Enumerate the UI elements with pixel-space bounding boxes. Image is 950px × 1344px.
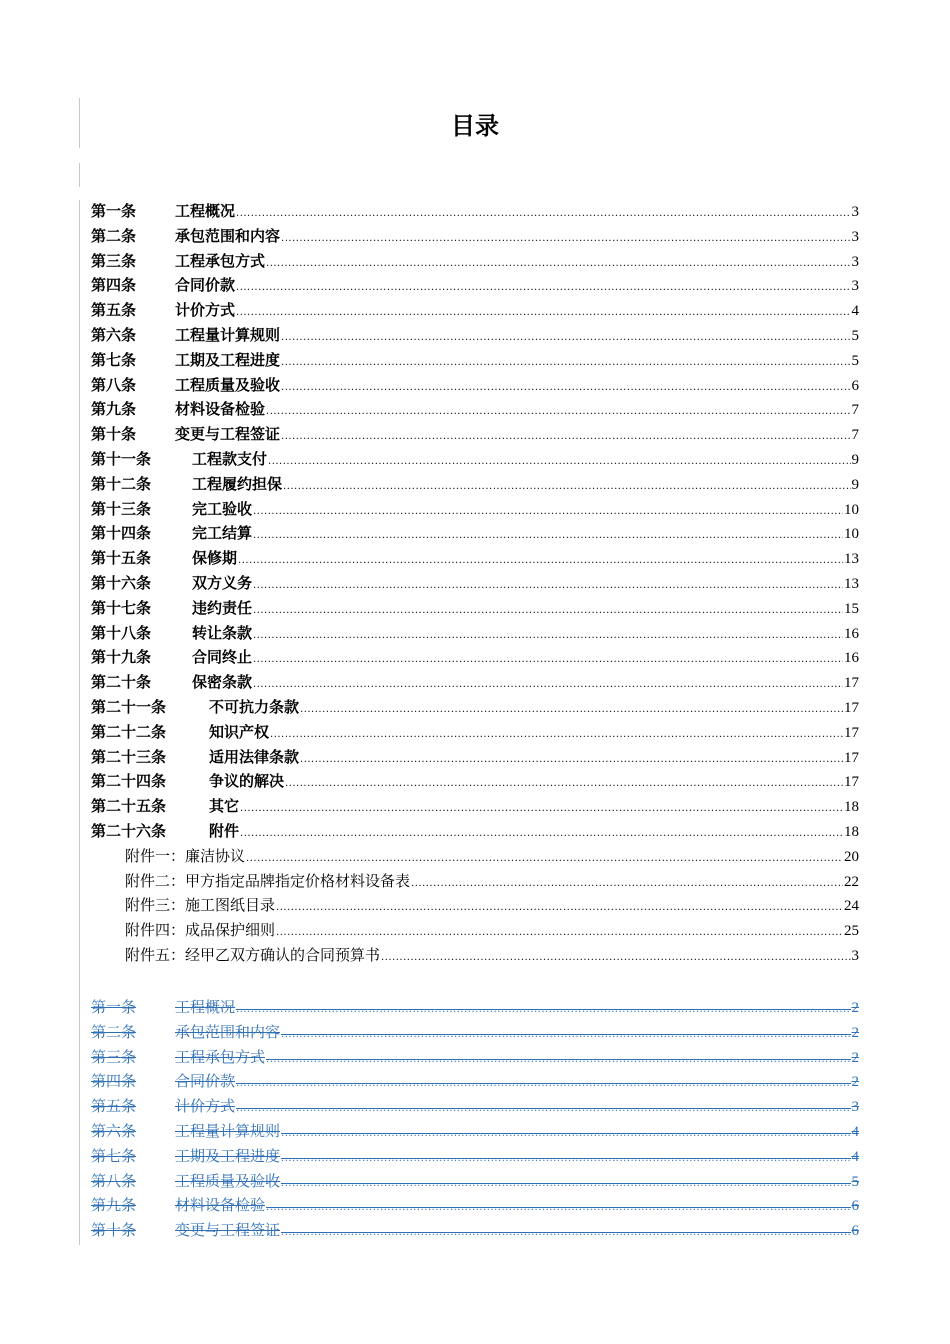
dot-leader [236, 301, 850, 326]
toc-entry[interactable] [91, 298, 859, 323]
entry-page-number: 6 [851, 377, 859, 394]
entry-label: 违约责任 [192, 598, 253, 617]
toc-entry[interactable] [91, 1094, 859, 1119]
entry-page-number: 3 [851, 228, 859, 245]
toc-entry[interactable] [91, 596, 859, 621]
dot-leader [253, 574, 843, 599]
dot-leader [266, 1196, 850, 1221]
entry-number: 第八条 [91, 1171, 137, 1190]
entry-label: 工程履约担保 [192, 474, 283, 493]
dot-leader [281, 425, 850, 450]
entry-number: 第二十三条 [91, 747, 167, 766]
dot-leader [268, 450, 850, 475]
toc-entry[interactable] [91, 199, 859, 224]
entry-page-number: 17 [844, 699, 859, 716]
deleted-table-of-contents [91, 995, 859, 1243]
entry-label: 附件 [209, 821, 240, 840]
entry-label: 知识产权 [209, 722, 270, 741]
entry-number: 附件一： [125, 846, 186, 865]
dot-leader [285, 772, 843, 797]
entry-label: 双方义务 [192, 573, 253, 592]
toc-entry[interactable] [91, 1045, 859, 1070]
entry-label: 工程承包方式 [175, 1047, 266, 1066]
entry-label: 工程承包方式 [175, 251, 266, 270]
entry-number: 第十八条 [91, 623, 152, 642]
entry-label: 工程量计算规则 [175, 325, 281, 344]
entry-label: 合同终止 [192, 648, 253, 667]
dot-leader [411, 872, 843, 897]
dot-leader [266, 400, 850, 425]
entry-number: 第二十五条 [91, 797, 167, 816]
entry-number: 第四条 [91, 1072, 137, 1091]
entry-number: 第三条 [91, 251, 137, 270]
entry-page-number: 22 [844, 873, 859, 890]
entry-label: 其它 [209, 797, 240, 816]
entry-page-number: 18 [844, 799, 859, 816]
entry-number: 第五条 [91, 301, 137, 320]
entry-page-number: 10 [844, 526, 859, 543]
dot-leader [253, 599, 843, 624]
entry-number: 第三条 [91, 1047, 137, 1066]
entry-page-number: 9 [851, 476, 859, 493]
entry-label: 变更与工程签证 [175, 425, 281, 444]
entry-label: 承包范围和内容 [175, 1022, 281, 1041]
entry-label: 材料设备检验 [175, 400, 266, 419]
entry-number: 第二条 [91, 226, 137, 245]
entry-label: 经甲乙双方确认的合同预算书 [185, 945, 381, 964]
toc-entry[interactable] [91, 1069, 859, 1094]
entry-label: 工期及工程进度 [175, 1146, 281, 1165]
entry-number: 附件五： [125, 945, 186, 964]
dot-leader [281, 351, 850, 376]
dot-leader [283, 475, 850, 500]
entry-number: 附件三： [125, 896, 186, 915]
dot-leader [281, 1221, 850, 1246]
entry-page-number: 5 [851, 352, 859, 369]
toc-entry[interactable] [91, 1169, 859, 1194]
attachment-entry[interactable] [91, 869, 859, 894]
toc-entry[interactable] [91, 348, 859, 373]
dot-leader [236, 276, 850, 301]
table-of-contents [91, 199, 859, 968]
entry-page-number: 17 [844, 675, 859, 692]
entry-page-number: 18 [844, 823, 859, 840]
entry-page-number: 6 [851, 1198, 859, 1215]
entry-number: 第十三条 [91, 499, 152, 518]
toc-entry[interactable] [91, 794, 859, 819]
entry-label: 成品保护细则 [185, 921, 276, 940]
entry-page-number: 2 [851, 1000, 859, 1016]
toc-entry[interactable] [91, 745, 859, 770]
dot-leader [236, 1072, 850, 1097]
toc-entry[interactable] [91, 1119, 859, 1144]
entry-label: 廉洁协议 [185, 846, 246, 865]
entry-number: 第九条 [91, 1196, 137, 1215]
entry-number: 第一条 [91, 202, 137, 220]
toc-entry[interactable] [91, 497, 859, 522]
dot-leader [240, 822, 843, 847]
entry-page-number: 24 [844, 898, 859, 915]
entry-number: 第二条 [91, 1022, 137, 1041]
entry-page-number: 2 [851, 1049, 859, 1066]
entry-label: 施工图纸目录 [185, 896, 276, 915]
margin-marker-mid [79, 163, 80, 187]
entry-page-number: 2 [851, 1024, 859, 1041]
entry-number: 第十条 [91, 1221, 137, 1240]
entry-page-number: 17 [844, 749, 859, 766]
entry-number: 第二十二条 [91, 722, 167, 741]
entry-page-number: 10 [844, 501, 859, 518]
page-title: 目录 [451, 112, 499, 140]
dot-leader [281, 1122, 850, 1147]
entry-number: 第十六条 [91, 573, 152, 592]
entry-page-number: 5 [851, 327, 859, 344]
entry-label: 承包范围和内容 [175, 226, 281, 245]
entry-number: 第九条 [91, 400, 137, 419]
entry-label: 工程概况 [175, 202, 236, 220]
entry-label: 工程款支付 [192, 449, 268, 468]
attachment-entry[interactable] [91, 918, 859, 943]
toc-entry[interactable] [91, 769, 859, 794]
toc-entry[interactable] [91, 546, 859, 571]
entry-page-number: 17 [844, 774, 859, 791]
toc-entry[interactable] [91, 995, 859, 1020]
toc-entry[interactable] [91, 422, 859, 447]
attachment-entry[interactable] [91, 943, 859, 968]
entry-page-number: 5 [851, 1173, 859, 1190]
entry-label: 争议的解决 [209, 772, 285, 791]
entry-page-number: 4 [851, 303, 859, 320]
entry-label: 计价方式 [175, 1097, 236, 1116]
entry-page-number: 13 [844, 575, 859, 592]
entry-page-number: 13 [844, 551, 859, 568]
entry-page-number: 3 [851, 947, 859, 964]
dot-leader [253, 648, 843, 673]
dot-leader [253, 524, 843, 549]
entry-page-number: 3 [851, 1099, 859, 1116]
toc-entry[interactable] [91, 1020, 859, 1045]
toc-entry[interactable] [91, 695, 859, 720]
entry-page-number: 3 [851, 253, 859, 270]
entry-label: 保密条款 [192, 673, 253, 692]
entry-page-number: 16 [844, 650, 859, 667]
toc-entry[interactable] [91, 373, 859, 398]
entry-label: 适用法律条款 [209, 747, 300, 766]
entry-page-number: 7 [851, 402, 859, 419]
dot-leader [253, 500, 843, 525]
entry-page-number: 9 [851, 451, 859, 468]
entry-label: 不可抗力条款 [209, 697, 300, 716]
entry-page-number: 25 [844, 923, 859, 940]
toc-entry[interactable] [91, 323, 859, 348]
entry-label: 工程质量及验收 [175, 375, 281, 394]
dot-leader [300, 748, 843, 773]
entry-number: 第二十四条 [91, 772, 167, 791]
toc-entry[interactable] [91, 273, 859, 298]
toc-entry[interactable] [91, 521, 859, 546]
entry-label: 工程质量及验收 [175, 1171, 281, 1190]
toc-entry[interactable] [91, 645, 859, 670]
entry-number: 第十二条 [91, 474, 152, 493]
toc-entry[interactable] [91, 670, 859, 695]
toc-entry[interactable] [91, 397, 859, 422]
dot-leader [281, 227, 850, 252]
dot-leader [281, 1172, 850, 1197]
dot-leader [266, 1048, 850, 1073]
toc-entry[interactable] [91, 571, 859, 596]
entry-label: 工程量计算规则 [175, 1121, 281, 1140]
entry-number: 第十七条 [91, 598, 152, 617]
entry-number: 第十条 [91, 425, 137, 444]
entry-number: 第六条 [91, 325, 137, 344]
entry-number: 第一条 [91, 998, 137, 1016]
entry-number: 第五条 [91, 1097, 137, 1116]
entry-number: 第七条 [91, 1146, 137, 1165]
entry-number: 附件四： [125, 921, 186, 940]
entry-number: 第六条 [91, 1121, 137, 1140]
dot-leader [300, 698, 843, 723]
dot-leader [253, 673, 843, 698]
entry-label: 材料设备检验 [175, 1196, 266, 1215]
entry-page-number: 7 [851, 427, 859, 444]
entry-page-number: 3 [851, 278, 859, 295]
entry-page-number: 4 [851, 1123, 859, 1140]
entry-number: 附件二： [125, 871, 186, 890]
toc-entry[interactable] [91, 249, 859, 274]
entry-number: 第二十六条 [91, 821, 167, 840]
entry-page-number: 20 [844, 848, 859, 865]
entry-number: 第十四条 [91, 524, 152, 543]
dot-leader [281, 1023, 850, 1048]
entry-number: 第四条 [91, 276, 137, 295]
toc-entry[interactable] [91, 224, 859, 249]
entry-page-number: 3 [851, 204, 859, 220]
entry-page-number: 2 [851, 1074, 859, 1091]
dot-leader [276, 896, 843, 921]
margin-marker-main [79, 200, 80, 1245]
entry-number: 第十九条 [91, 648, 152, 667]
entry-label: 合同价款 [175, 1072, 236, 1091]
toc-entry[interactable] [91, 1193, 859, 1218]
entry-label: 合同价款 [175, 276, 236, 295]
entry-number: 第十五条 [91, 549, 152, 568]
entry-number: 第十一条 [91, 449, 152, 468]
dot-leader [253, 624, 843, 649]
dot-leader [266, 252, 850, 277]
dot-leader [381, 946, 850, 971]
attachment-entry[interactable] [91, 844, 859, 869]
dot-leader [281, 326, 850, 351]
dot-leader [270, 723, 843, 748]
entry-label: 变更与工程签证 [175, 1221, 281, 1240]
toc-entry[interactable] [91, 1218, 859, 1243]
entry-number: 第二十条 [91, 673, 152, 692]
entry-label: 保修期 [192, 549, 238, 568]
entry-page-number: 6 [851, 1223, 859, 1240]
dot-leader [240, 797, 843, 822]
attachment-entry[interactable] [91, 893, 859, 918]
entry-label: 完工验收 [192, 499, 253, 518]
dot-leader [236, 1097, 850, 1122]
entry-label: 计价方式 [175, 301, 236, 320]
entry-label: 完工结算 [192, 524, 253, 543]
toc-entry[interactable] [91, 819, 859, 844]
entry-label: 工期及工程进度 [175, 350, 281, 369]
toc-entry[interactable] [91, 447, 859, 472]
dot-leader [236, 998, 850, 1023]
entry-label: 转让条款 [192, 623, 253, 642]
dot-leader [281, 376, 850, 401]
entry-number: 第二十一条 [91, 697, 167, 716]
dot-leader [238, 549, 843, 574]
entry-page-number: 15 [844, 600, 859, 617]
dot-leader [236, 202, 850, 227]
toc-entry[interactable] [91, 720, 859, 745]
entry-page-number: 17 [844, 724, 859, 741]
entry-number: 第八条 [91, 375, 137, 394]
entry-page-number: 4 [851, 1148, 859, 1165]
toc-entry[interactable] [91, 1144, 859, 1169]
toc-entry[interactable] [91, 621, 859, 646]
entry-number: 第七条 [91, 350, 137, 369]
entry-label: 工程概况 [175, 998, 236, 1016]
entry-label: 甲方指定品牌指定价格材料设备表 [185, 871, 411, 890]
toc-entry[interactable] [91, 472, 859, 497]
dot-leader [281, 1147, 850, 1172]
entry-page-number: 16 [844, 625, 859, 642]
